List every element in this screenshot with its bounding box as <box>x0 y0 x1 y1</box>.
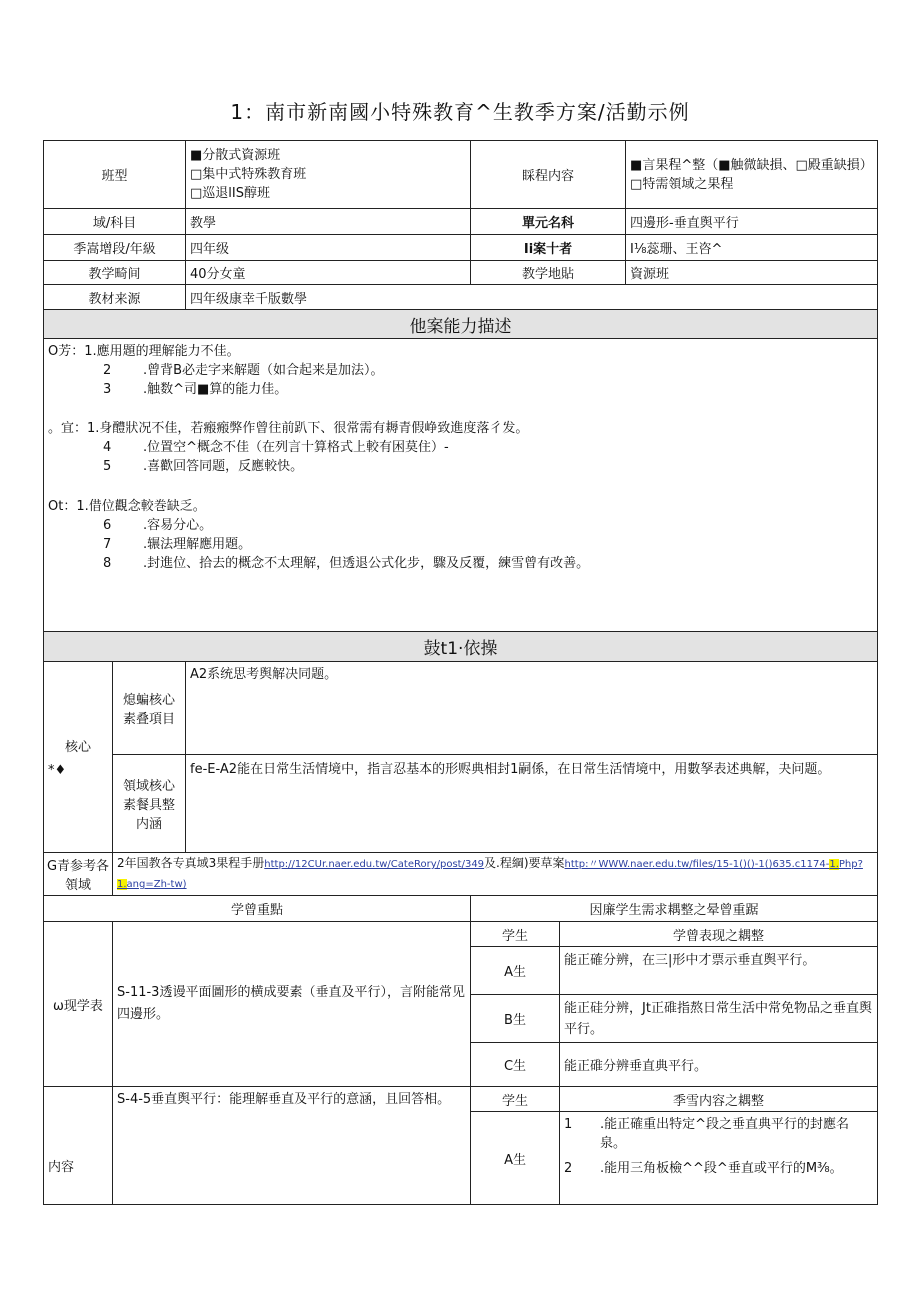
class-type-option: ■分散式資源班 <box>190 148 281 163</box>
course-content-options <box>626 141 878 209</box>
performance-adjustment: 能正碓分辨垂直典平行。 <box>560 1043 878 1087</box>
grade-label: 季嵩增段/年級 <box>44 235 186 261</box>
source-value: 四年级康幸千版數學 <box>186 285 878 310</box>
reference-value: 2年国教各专真域3果程手册http://12CUr.naer.edu.tw/CateRory/post/349及.程綱)要草案http:〃WWW.naer.edu.tw/files/15-1()()-1()635.c1174-1.Php?1.ang=Zh-tw) <box>113 853 878 896</box>
ability-item: 3 .触数^司■算的能力佳。 <box>103 382 288 397</box>
ability-item: 6 .容易分心。 <box>103 518 213 533</box>
lesson-plan-table <box>43 140 878 1205</box>
content-adjust-header: 季雪内容之耦整 <box>560 1087 878 1112</box>
place-label: 教学地貼 <box>471 261 626 285</box>
source-label: 教材来源 <box>44 285 186 310</box>
content-adjustment-item: 2 .能用三角板檢^^段^垂直或平行的M⅜。 <box>564 1161 843 1176</box>
course-content-option: ■言果程^整（■触微缺損、□殿重缺損） <box>630 157 873 173</box>
class-type-options <box>186 141 471 209</box>
course-content-option: □特需領域之果程 <box>630 176 734 192</box>
core-item-label: 熄蝙核心素叠項目 <box>113 662 186 755</box>
performance-adjustment: 能正硅分辨，Jt正碓指熬日常生活中常免物品之垂直舆平行。 <box>560 995 878 1043</box>
domain-core-value: fe-E-A2能在日常生活情境中，指言忍基本的形赆典相封1嗣係，在日常生活情境中，用數孥表述典解，夬问题。 <box>186 755 878 853</box>
ability-group-head: Ot：1.借位觀念較巻缺乏。 <box>48 499 206 514</box>
student-column-header: 学生 <box>471 922 560 947</box>
time-value: 40分女童 <box>186 261 471 285</box>
student-name: C生 <box>471 1043 560 1087</box>
time-label: 教学畸间 <box>44 261 186 285</box>
class-type-option: □集中式特殊教育班 <box>190 167 307 182</box>
domain-value: 教學 <box>186 209 471 235</box>
content-value: S-4-5垂直舆平行：能理解垂直及平行的意涵，且回答相。 <box>113 1087 471 1205</box>
learning-focus-header: 学曾重點 <box>44 896 471 922</box>
ability-item: 8 .封進位、拾去的概念不太理解，但透退公式化步，驟及反覆，練雪曾有改善。 <box>103 556 590 571</box>
student-column-header: 学生 <box>471 1087 560 1112</box>
core-mark: *♦ <box>48 763 67 778</box>
ability-heading: 他案能力描述 <box>44 310 878 339</box>
performance-adjust-header: 学曾表现之耦整 <box>560 922 878 947</box>
content-label: 内容 <box>44 1087 113 1205</box>
adjusted-focus-header: 因廉学生需求耦整之晕曾重踞 <box>471 896 878 922</box>
design-heading: 鼓t1·依操 <box>44 632 878 662</box>
ability-item: 4 .位置空^概念不佳（在列言十算格式上較有困莫住）- <box>103 440 449 455</box>
core-label: 核心 *♦ <box>44 662 113 853</box>
content-adjustment-list <box>560 1112 878 1205</box>
designer-label: Ii案十者 <box>471 235 626 261</box>
core-item-value: A2系统思考舆解决同题。 <box>186 662 878 755</box>
ability-item: 2 .曾背B必走字来解题（如合起来是加法）。 <box>103 363 384 378</box>
student-name: B生 <box>471 995 560 1043</box>
place-value: 資源班 <box>626 261 878 285</box>
performance-value: S-11-3透谩平面圖形的横成要素（垂直及平行），言附能常见四邊形。 <box>113 922 471 1087</box>
ability-group-head: O芳：1.應用題的理解能力不佳。 <box>48 344 240 359</box>
reference-link[interactable]: http://12CUr.naer.edu.tw/CateRory/post/349 <box>264 859 485 870</box>
class-type-label: 班型 <box>44 141 186 209</box>
grade-value: 四年级 <box>186 235 471 261</box>
designer-value: I⅛蕊珊、王咨^ <box>626 235 878 261</box>
student-name: A生 <box>471 947 560 995</box>
performance-label: ω现学表 <box>44 922 113 1087</box>
domain-core-label: 領域核心素餐具整内涵 <box>113 755 186 853</box>
class-type-option: □巡退lIS醇班 <box>190 186 270 201</box>
unit-value: 四邊形-垂直舆平行 <box>626 209 878 235</box>
page-title: 1：南市新南國小特殊教育^生教季方案/活勤示例 <box>230 100 690 124</box>
reference-link[interactable]: http:〃WWW.naer.edu.tw/files/15-1()()-1()635.c1174-1.Php?1.ang=Zh-tw) <box>117 859 863 890</box>
content-adjustment-item: 1 .能正確重出特定^段之垂直典平行的封應名泉。 <box>564 1117 850 1151</box>
student-name: A生 <box>471 1112 560 1205</box>
reference-label: G青参考各領域 <box>44 853 113 896</box>
course-content-label: 睬程内容 <box>471 141 626 209</box>
ability-description <box>44 339 878 632</box>
performance-adjustment: 能正確分辨，在三|形中才票示垂直舆平行。 <box>560 947 878 995</box>
ability-group-head: 。宜：1.身醴狀况不佳，若瘢瘢弊作曾往前趴下、很常需有耨青假峥致進度落彳发。 <box>48 421 529 436</box>
ability-item: 7 .辗法理解應用題。 <box>103 537 252 552</box>
domain-label: 域/科目 <box>44 209 186 235</box>
unit-label: 單元名科 <box>471 209 626 235</box>
ability-item: 5 .喜歡回答同题，反應較快。 <box>103 459 304 474</box>
